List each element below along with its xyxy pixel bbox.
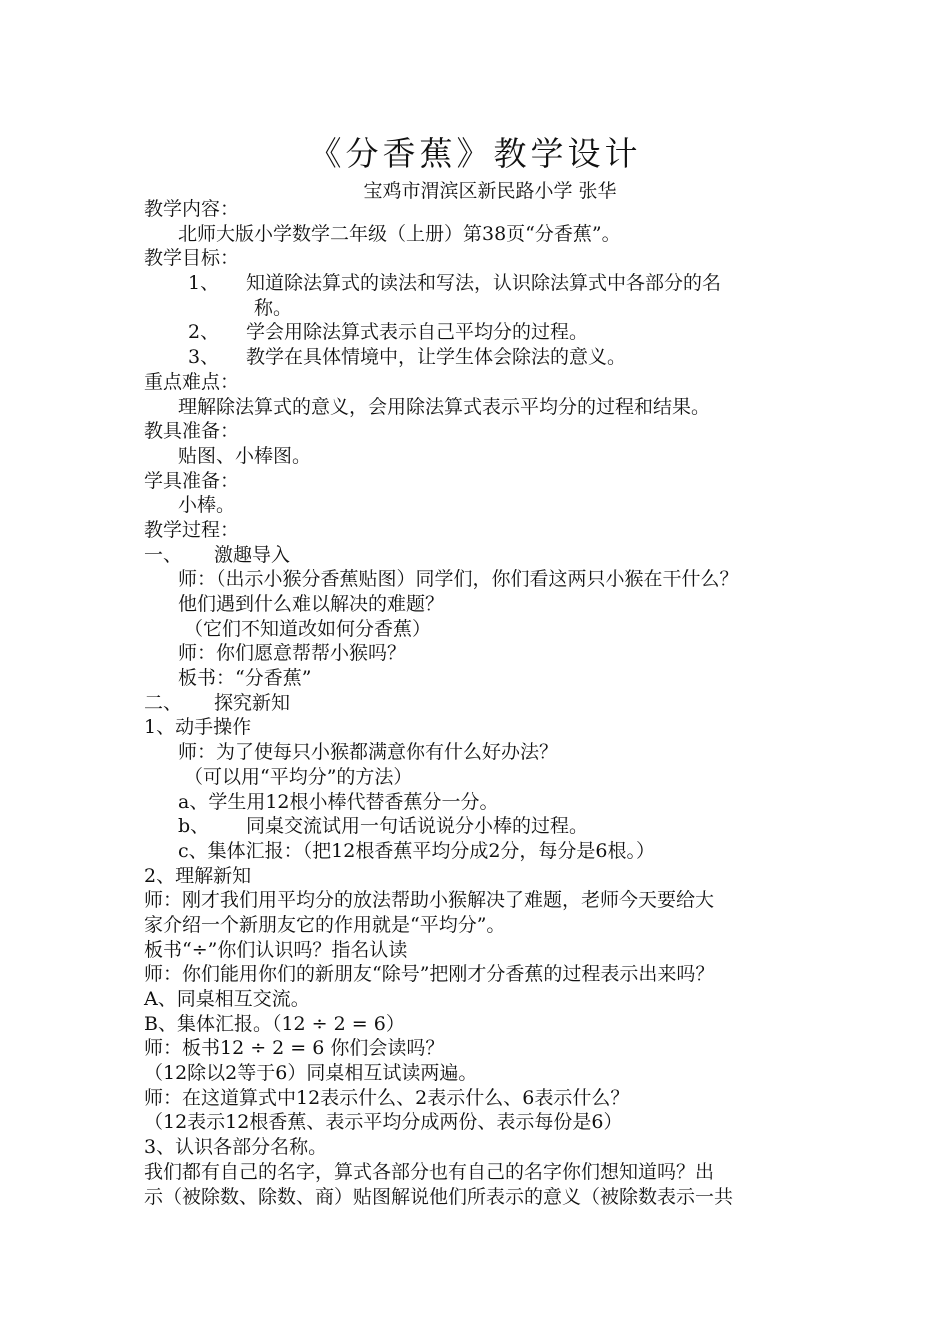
paragraph-line: 他们遇到什么难以解决的难题？ [178, 593, 445, 615]
subsection-title: 1、动手操作 [144, 716, 252, 739]
goal-text: 教学在具体情境中，让学生体会除法的意义。 [246, 346, 627, 369]
paragraph-line: 师：（出示小猴分香蕉贴图）同学们，你们看这两只小猴在干什么？ [178, 568, 739, 591]
paragraph-line: B、集体汇报。（12 ÷ 2 = 6） [144, 1012, 405, 1035]
paragraph-line: 师：板书12 ÷ 2 = 6 你们会读吗？ [144, 1037, 445, 1060]
teacher-tools-heading: 教具准备： [144, 420, 240, 443]
document-title: 《分香蕉》教学设计 [308, 134, 642, 173]
part1-heading [144, 543, 834, 568]
item-text: 同桌交流试用一句话说说分小棒的过程。 [246, 815, 589, 838]
paragraph-line: 示（被除数、除数、商）贴图解说他们所表示的意义（被除数表示一共 [144, 1185, 734, 1208]
goal-number: 2、 [188, 321, 220, 344]
goal-item [144, 320, 834, 345]
part2-number: 二、 [144, 691, 183, 714]
teacher-tools-text: 贴图、小棒图。 [178, 444, 312, 467]
paragraph-line: A、同桌相互交流。 [144, 988, 310, 1010]
paragraph-line: 师：在这道算式中12表示什么、2表示什么、6表示什么？ [144, 1086, 630, 1109]
student-tools-text: 小棒。 [178, 494, 236, 517]
item-label: b、 [178, 815, 210, 838]
paragraph-line: （12除以2等于6）同桌相互试读两遍。 [144, 1062, 478, 1085]
paragraph-line: 家介绍一个新朋友它的作用就是“平均分”。 [144, 913, 506, 936]
paragraph-line: 师：你们能用你们的新朋友“除号”把刚才分香蕉的过程表示出来吗？ [144, 963, 715, 986]
paragraph-line: 板书“÷”你们认识吗？指名认读 [144, 938, 408, 961]
key-text: 理解除法算式的意义，会用除法算式表示平均分的过程和结果。 [178, 395, 711, 418]
paragraph-line: （它们不知道改如何分香蕉） [184, 617, 432, 640]
goal-number: 1、 [188, 272, 220, 295]
subsection-title: 2、理解新知 [144, 864, 252, 887]
part1-title: 激趣导入 [214, 543, 291, 566]
paragraph-line: 师：为了使每只小猴都满意你有什么好办法？ [178, 741, 559, 764]
part2-title: 探究新知 [214, 691, 291, 714]
goals-heading: 教学目标： [144, 247, 240, 270]
student-tools-heading: 学具准备： [144, 469, 240, 492]
paragraph-line: c、集体汇报：（把12根香蕉平均分成2分，每分是6根。） [178, 839, 655, 862]
key-heading: 重点难点： [144, 370, 240, 393]
goal-number: 3、 [188, 346, 220, 369]
paragraph-line: 师：你们愿意帮帮小猴吗？ [178, 642, 407, 665]
paragraph-line [144, 814, 834, 839]
content-text: 北师大版小学数学二年级（上册）第38页“分香蕉”。 [178, 222, 621, 245]
document-body [144, 197, 834, 1209]
subsection-title: 3、认识各部分名称。 [144, 1136, 328, 1159]
goal-text: 学会用除法算式表示自己平均分的过程。 [246, 321, 589, 344]
goal-item [144, 345, 834, 370]
paragraph-line: a、学生用12根小棒代替香蕉分一分。 [178, 790, 499, 813]
goal-item [144, 271, 834, 296]
paragraph-line: （可以用“平均分”的方法） [184, 765, 413, 788]
paragraph-line: 我们都有自己的名字，算式各部分也有自己的名字你们想知道吗？出 [144, 1160, 715, 1183]
document-subtitle: 宝鸡市渭滨区新民路小学 张华 [363, 180, 617, 202]
goal-text-continued: 称。 [254, 296, 293, 319]
part1-number: 一、 [144, 543, 183, 566]
paragraph-line: 师：刚才我们用平均分的放法帮助小猴解决了难题，老师今天要给大 [144, 889, 715, 912]
content-heading: 教学内容： [144, 198, 240, 220]
paragraph-line: 板书：“分香蕉” [178, 667, 312, 690]
paragraph-line: （12表示12根香蕉、表示平均分成两份、表示每份是6） [144, 1111, 623, 1134]
part2-heading [144, 691, 834, 716]
process-heading: 教学过程： [144, 518, 240, 541]
goal-text: 知道除法算式的读法和写法，认识除法算式中各部分的名 [246, 272, 722, 295]
